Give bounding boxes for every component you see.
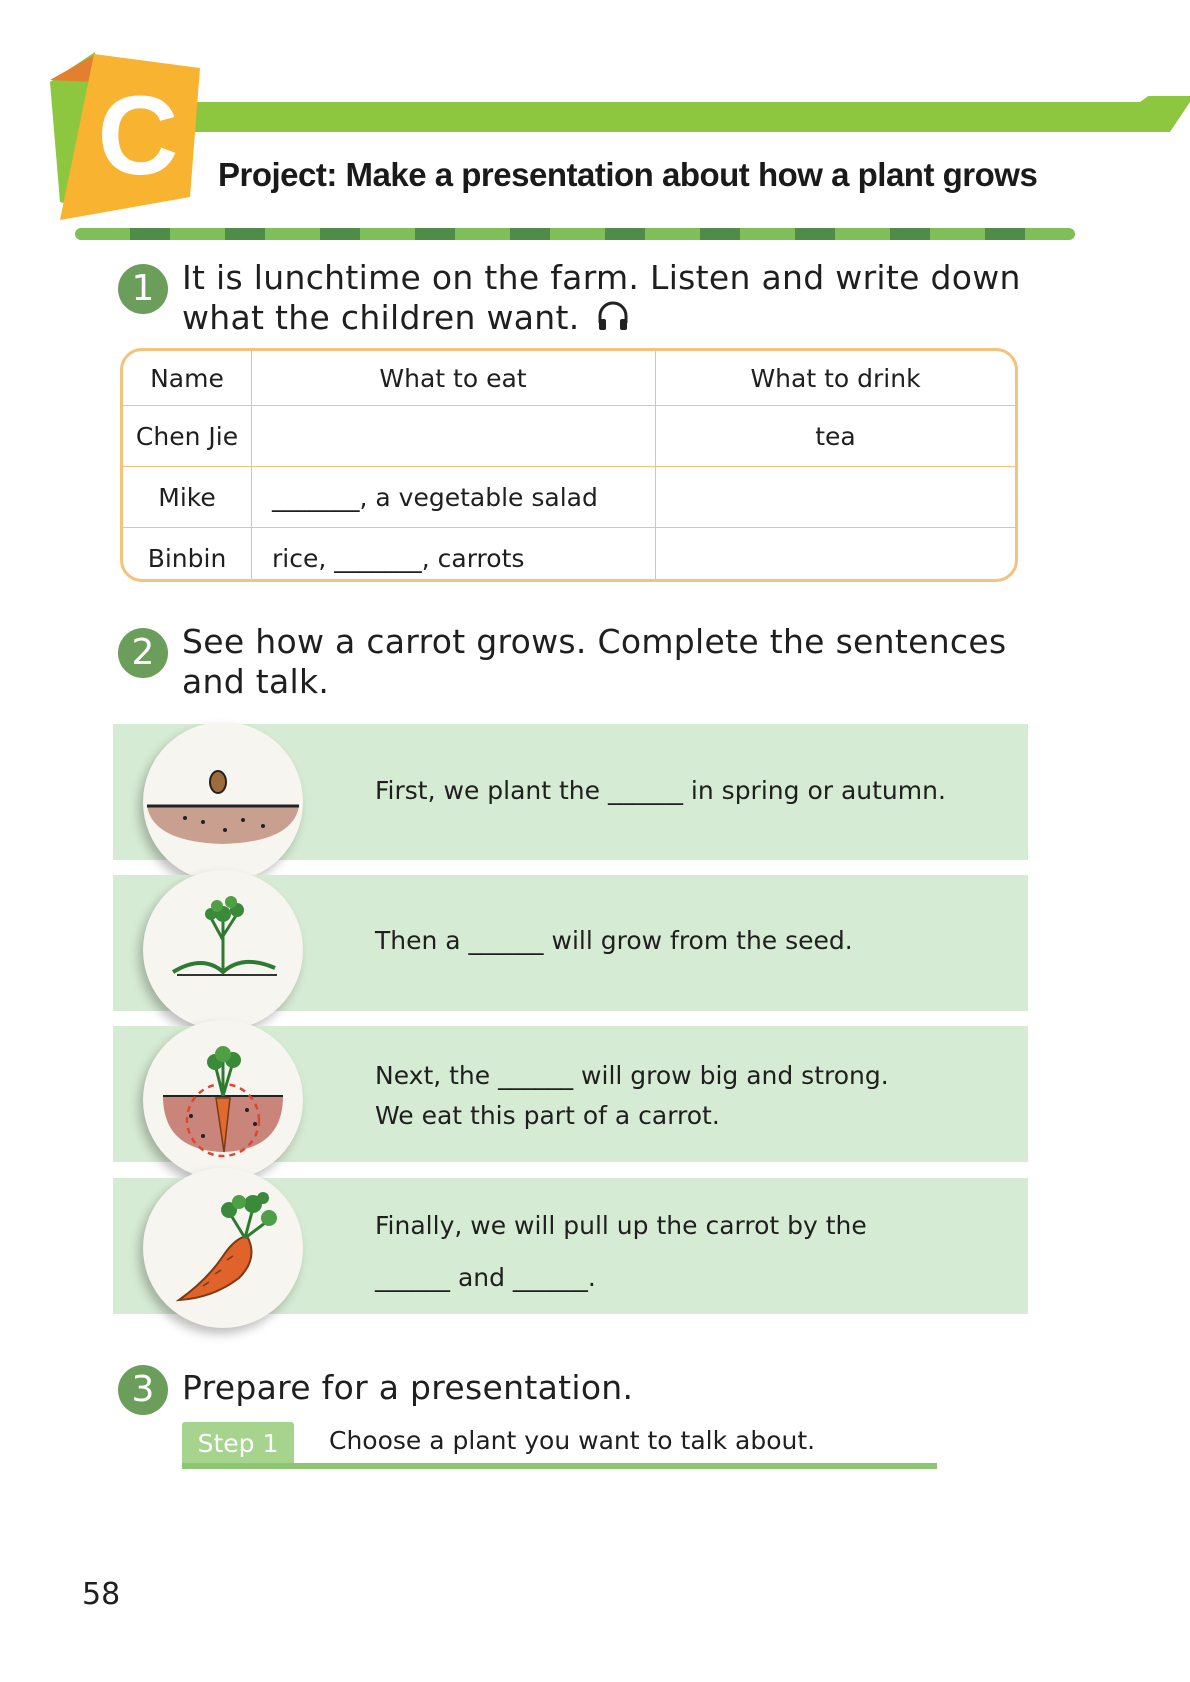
instruction-line: and talk.	[182, 662, 330, 701]
instruction-line: what the children want.	[182, 298, 1021, 338]
table-row	[123, 467, 1015, 528]
table-cell-name: Chen Jie	[123, 406, 252, 467]
headphones-icon[interactable]	[596, 299, 630, 333]
sprout-icon	[143, 870, 303, 1030]
section2-instruction	[182, 622, 1006, 702]
table-header-row	[123, 351, 1015, 406]
step-underline	[182, 1463, 937, 1469]
step-text-group	[375, 1056, 889, 1136]
step-text: We eat this part of a carrot.	[375, 1101, 720, 1130]
step-text: Next, the ______ will grow big and strong.	[375, 1061, 889, 1090]
badge-letter: C	[97, 73, 179, 198]
page-title: Project: Make a presentation about how a plant grows	[218, 156, 1038, 193]
instruction-line: See how a carrot grows. Complete the sentences	[182, 622, 1007, 661]
table-cell-eat[interactable]	[252, 406, 656, 467]
carrot-root-icon	[143, 1020, 303, 1180]
step-text: Choose a plant you want to talk about.	[329, 1426, 816, 1455]
table-row	[123, 528, 1015, 583]
table-cell-name: Binbin	[123, 528, 252, 583]
section3-instruction: Prepare for a presentation.	[182, 1368, 634, 1407]
header-ribbon	[180, 96, 1190, 136]
table-header: Name	[123, 351, 252, 406]
table-cell-drink: tea	[656, 406, 1016, 467]
section-number-3: 3	[118, 1365, 168, 1415]
table-header: What to eat	[252, 351, 656, 406]
header-divider	[75, 228, 1075, 240]
step-text: Finally, we will pull up the carrot by the	[375, 1211, 867, 1240]
step-label: Step 1	[182, 1422, 294, 1466]
step-text-group	[375, 1200, 867, 1304]
step-text: First, we plant the ______ in spring or autumn.	[375, 776, 946, 805]
section1-instruction	[182, 258, 1021, 338]
page-number: 58	[82, 1577, 121, 1612]
seed-in-soil-icon	[143, 722, 303, 882]
section-badge	[50, 52, 200, 222]
table-cell-drink[interactable]	[656, 467, 1016, 528]
table-row	[123, 406, 1015, 467]
table-cell-drink[interactable]	[656, 528, 1016, 583]
section-number-1: 1	[118, 264, 168, 314]
step-text: Then a ______ will grow from the seed.	[375, 926, 853, 955]
lunch-table	[120, 348, 1018, 582]
instruction-line: It is lunchtime on the farm. Listen and write down	[182, 258, 1021, 297]
table-cell-name: Mike	[123, 467, 252, 528]
carrot-icon	[143, 1168, 303, 1328]
table-cell-eat[interactable]: rice, _______, carrots	[252, 528, 656, 583]
table-cell-eat[interactable]: _______, a vegetable salad	[252, 467, 656, 528]
table-header: What to drink	[656, 351, 1016, 406]
section-number-2: 2	[118, 628, 168, 678]
step-text: ______ and ______.	[375, 1263, 596, 1292]
